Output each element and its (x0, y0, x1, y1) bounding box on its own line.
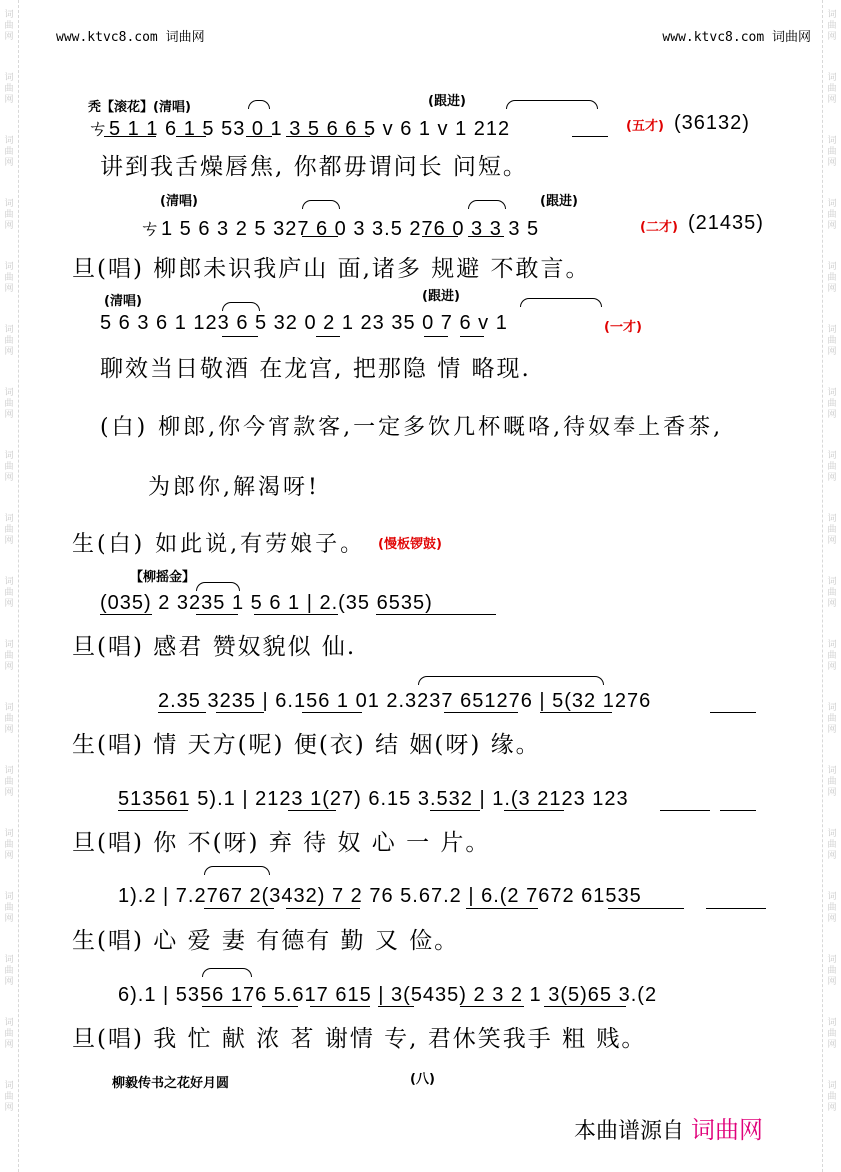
beam-line (504, 810, 564, 811)
right-watermark-strip (822, 0, 841, 1172)
beam-line (316, 336, 340, 337)
slur (248, 100, 270, 109)
watermark-text: 词 曲 网 (4, 10, 14, 42)
score-line-r3d: (一才) (604, 320, 642, 335)
score-line-r5b: (035) 2 3235 1 5 6 1 | 2.(35 6535) (100, 592, 433, 614)
watermark-text: 词 曲 网 (4, 766, 14, 798)
watermark-text: 词 曲 网 (827, 829, 837, 861)
slur (202, 968, 252, 977)
score-line-r1a: 秃【滚花】(清唱) (88, 100, 191, 115)
score-line-r2a: (清唱) (160, 194, 198, 209)
beam-line (216, 712, 264, 713)
watermark-text: 词 曲 网 (4, 1081, 14, 1113)
beam-line (424, 336, 448, 337)
beam-line (104, 136, 156, 137)
watermark-text: 词 曲 网 (827, 10, 837, 42)
score-line-r4b: 为郎你,解渴呀! (148, 475, 320, 500)
beam-line (288, 810, 336, 811)
beam-line (468, 236, 504, 237)
score-line-r3b: (跟进) (422, 289, 460, 304)
score-line-r1e: (36132) (674, 112, 750, 134)
beam-line (158, 712, 206, 713)
score-line-r1f: 讲到我舌燥唇焦, 你都毋谓问长 问短。 (100, 154, 528, 180)
slur (222, 302, 260, 311)
beam-line (196, 614, 238, 615)
score-line-r2b: (跟进) (540, 194, 578, 209)
slur (204, 866, 270, 875)
beam-line (430, 810, 480, 811)
beam-line (302, 236, 338, 237)
score-line-r1d: (五才) (626, 119, 664, 134)
watermark-text: 词 曲 网 (4, 829, 14, 861)
score-line-r6b: 生(唱) 情 天方(呢) 便(衣) 结 姻(呀) 缘。 (72, 732, 541, 758)
beam-line (376, 614, 496, 615)
score-line-r2e: (21435) (688, 212, 764, 234)
beam-line (286, 136, 370, 137)
watermark-text: 词 曲 网 (827, 325, 837, 357)
score-line-r2d: (二才) (640, 220, 678, 235)
watermark-text: 词 曲 网 (827, 388, 837, 420)
beam-line (246, 136, 272, 137)
beam-line (254, 614, 338, 615)
watermark-text: 词 曲 网 (827, 955, 837, 987)
slur (418, 676, 604, 685)
beam-line (710, 712, 756, 713)
score-line-r8b: 生(唱) 心 爱 妻 有德有 勤 又 俭。 (72, 928, 460, 954)
beam-line (202, 1006, 252, 1007)
credit-label: 本曲谱源自 (574, 1119, 685, 1144)
watermark-text: 词 曲 网 (827, 514, 837, 546)
beam-line (176, 136, 206, 137)
beam-line (540, 712, 612, 713)
watermark-text: 词 曲 网 (827, 703, 837, 735)
beam-line (608, 908, 684, 909)
header-left-url[interactable]: www.ktvc8.com 词曲网 (56, 30, 205, 45)
footer-title: 柳毅传书之花好月圆 (112, 1076, 230, 1091)
watermark-text: 词 曲 网 (4, 577, 14, 609)
beam-line (460, 336, 484, 337)
watermark-text: 词 曲 网 (827, 73, 837, 105)
watermark-text: 词 曲 网 (827, 136, 837, 168)
score-line-r9a: 6).1 | 5356 176 5.617 615 | 3(5435) 2 3 2 1 3(5)65 3.(2 (118, 984, 658, 1006)
slur (468, 200, 506, 209)
beam-line (544, 1006, 626, 1007)
watermark-text: 词 曲 网 (4, 325, 14, 357)
score-line-r2f: 旦(唱) 柳郎未识我庐山 面,诸多 规避 不敢言。 (72, 256, 591, 282)
watermark-text: 词 曲 网 (4, 262, 14, 294)
watermark-text: 词 曲 网 (4, 640, 14, 672)
beam-line (302, 712, 362, 713)
beam-line (422, 236, 458, 237)
beam-line (100, 614, 152, 615)
slur (506, 100, 598, 109)
credit-site-link[interactable]: 词曲网 (691, 1116, 764, 1144)
beam-line (460, 1006, 524, 1007)
score-line-r7a: 513561 5).1 | 2123 1(27) 6.15 3.532 | 1.(3 2123 123 (118, 788, 629, 810)
score-line-r1c: ㄘ5 1 1 6 1 5 53 0 1 3 5 6 6 5 v 6 1 v 1 212 (88, 118, 511, 140)
score-line-r3a: (清唱) (104, 294, 142, 309)
watermark-text: 词 曲 网 (4, 73, 14, 105)
slur (302, 200, 340, 209)
watermark-text: 词 曲 网 (827, 1081, 837, 1113)
watermark-text: 词 曲 网 (827, 1018, 837, 1050)
slur (196, 582, 240, 591)
watermark-text: 词 曲 网 (827, 262, 837, 294)
source-credit (574, 1110, 763, 1145)
score-line-r3e: 聊效当日敬酒 在龙宫, 把那隐 情 略现. (100, 356, 531, 382)
score-line-r2c: ㄘ1 5 6 3 2 5 327 6 0 3 3.5 276 0 3 3 3 5 (140, 218, 540, 240)
score-line-r9b: 旦(唱) 我 忙 献 浓 茗 谢情 专, 君休笑我手 粗 贱。 (72, 1026, 647, 1052)
watermark-text: 词 曲 网 (827, 892, 837, 924)
score-line-r8a: 1).2 | 7.2767 2(3432) 7 2 76 5.67.2 | 6.(2 7672 61535 (118, 885, 642, 907)
beam-line (118, 810, 188, 811)
score-line-r4d: (慢板锣鼓) (378, 537, 442, 552)
beam-line (262, 1006, 298, 1007)
beam-line (204, 908, 274, 909)
watermark-text: 词 曲 网 (4, 388, 14, 420)
slur (520, 298, 602, 307)
watermark-text: 词 曲 网 (4, 199, 14, 231)
score-line-r1b: (跟进) (428, 94, 466, 109)
beam-line (466, 908, 538, 909)
score-line-r3c: 5 6 3 6 1 123 6 5 32 0 2 1 23 35 0 7 6 v 1 (100, 312, 508, 334)
left-watermark-strip (0, 0, 19, 1172)
page-number: (八) (410, 1072, 435, 1087)
score-line-r6a: 2.35 3235 | 6.156 1 01 2.3237 651276 | 5(32 1276 (158, 690, 652, 712)
watermark-text: 词 曲 网 (4, 451, 14, 483)
watermark-text: 词 曲 网 (4, 955, 14, 987)
beam-line (660, 810, 710, 811)
beam-line (444, 712, 518, 713)
header-right-url[interactable]: www.ktvc8.com 词曲网 (662, 30, 811, 45)
score-line-r4c: 生(白) 如此说,有劳娘子。 (72, 532, 366, 557)
watermark-text: 词 曲 网 (827, 766, 837, 798)
beam-line (310, 1006, 370, 1007)
watermark-text: 词 曲 网 (4, 703, 14, 735)
beam-line (720, 810, 756, 811)
watermark-text: 词 曲 网 (827, 199, 837, 231)
beam-line (286, 908, 360, 909)
score-line-r7b: 旦(唱) 你 不(呀) 弃 待 奴 心 一 片。 (72, 830, 491, 856)
score-line-r5c: 旦(唱) 感君 赞奴貌似 仙. (72, 634, 357, 660)
watermark-text: 词 曲 网 (4, 514, 14, 546)
beam-line (378, 1006, 414, 1007)
watermark-text: 词 曲 网 (827, 577, 837, 609)
watermark-text: 词 曲 网 (827, 640, 837, 672)
watermark-text: 词 曲 网 (4, 1018, 14, 1050)
beam-line (706, 908, 766, 909)
beam-line (222, 336, 258, 337)
watermark-text: 词 曲 网 (827, 451, 837, 483)
beam-line (572, 136, 608, 137)
watermark-text: 词 曲 网 (4, 136, 14, 168)
score-line-r5a: 【柳摇金】 (130, 570, 196, 585)
score-line-r4a: (白) 柳郎,你今宵款客,一定多饮几杯嘅咯,待奴奉上香茶, (100, 415, 724, 440)
watermark-text: 词 曲 网 (4, 892, 14, 924)
